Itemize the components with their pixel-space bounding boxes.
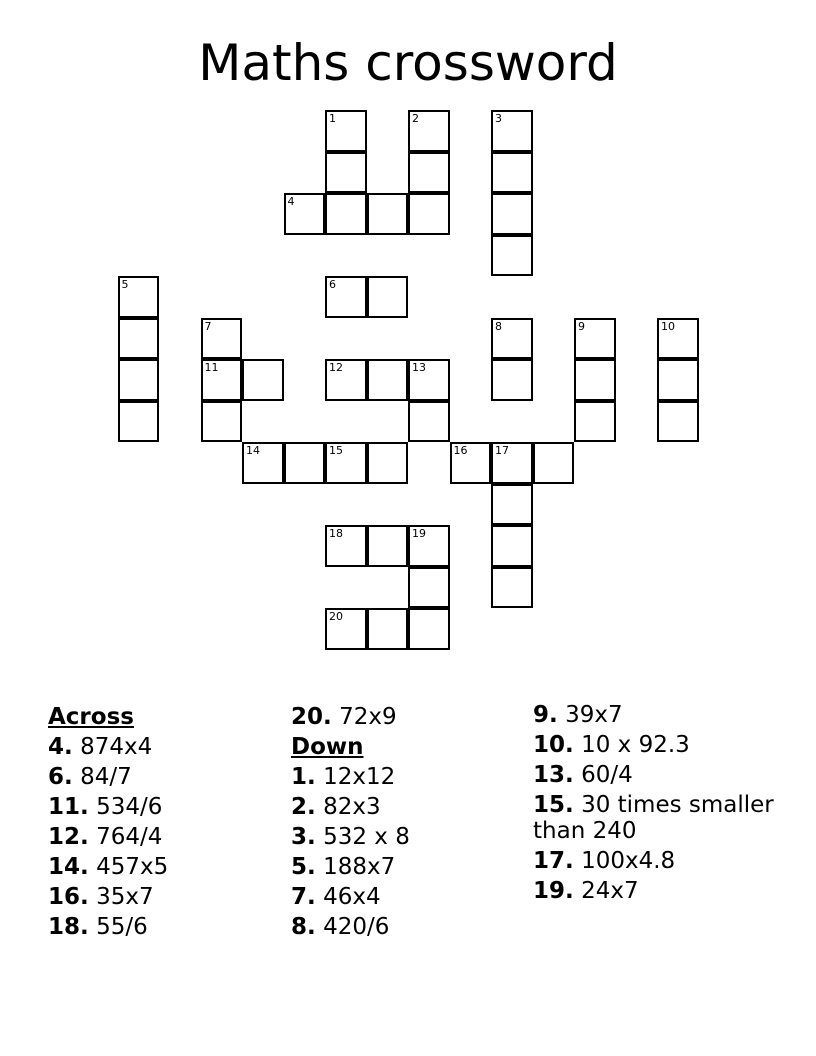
clue-item <box>533 702 793 728</box>
clue-item <box>533 762 793 788</box>
crossword-cell[interactable] <box>367 525 409 567</box>
crossword-cell[interactable] <box>284 193 326 235</box>
clue-item-number: 19. <box>533 878 574 904</box>
crossword-cell[interactable] <box>450 442 492 484</box>
crossword-cell[interactable] <box>242 442 284 484</box>
clue-item <box>291 702 521 732</box>
clue-item <box>48 732 278 762</box>
across-clue-list-continued <box>291 702 521 732</box>
crossword-cell[interactable] <box>574 318 616 360</box>
clue-item-text: 532 x 8 <box>323 824 410 850</box>
clue-item <box>533 792 793 844</box>
crossword-cell[interactable] <box>325 276 367 318</box>
clue-item-number: 1. <box>291 764 316 790</box>
clue-number: 15 <box>329 444 343 457</box>
crossword-cell[interactable] <box>408 110 450 152</box>
clue-number: 2 <box>412 112 419 125</box>
crossword-cell[interactable] <box>408 567 450 609</box>
clue-number: 20 <box>329 610 343 623</box>
clue-item-text: 420/6 <box>323 914 390 940</box>
crossword-cell[interactable] <box>491 567 533 609</box>
clues-column-1 <box>48 702 278 942</box>
crossword-cell[interactable] <box>367 359 409 401</box>
clue-item <box>291 822 521 852</box>
clue-number: 16 <box>453 444 468 457</box>
crossword-cell[interactable] <box>284 442 326 484</box>
clue-item-number: 20. <box>291 704 332 730</box>
clue-number: 12 <box>329 361 343 374</box>
clue-item-text: 35x7 <box>96 884 154 910</box>
clue-item <box>533 848 793 874</box>
crossword-cell[interactable] <box>325 152 367 194</box>
clue-number: 19 <box>412 527 426 540</box>
clue-item <box>48 762 278 792</box>
crossword-cell[interactable] <box>201 318 243 360</box>
clue-item-number: 9. <box>533 702 558 728</box>
crossword-cell[interactable] <box>201 359 243 401</box>
crossword-cell[interactable] <box>491 442 533 484</box>
clue-number: 8 <box>495 319 502 333</box>
crossword-cell[interactable] <box>325 359 367 401</box>
clue-item <box>533 878 793 904</box>
crossword-cell[interactable] <box>533 442 575 484</box>
crossword-cell[interactable] <box>408 152 450 194</box>
clue-item-text: 39x7 <box>565 702 623 728</box>
clue-item-number: 13. <box>533 762 574 788</box>
clue-number: 4 <box>287 195 295 208</box>
crossword-cell[interactable] <box>491 152 533 194</box>
clue-item-number: 4. <box>48 734 73 760</box>
crossword-cell[interactable] <box>491 110 533 152</box>
down-clue-list <box>291 762 521 942</box>
clue-item-text: 457x5 <box>96 854 169 880</box>
crossword-cell[interactable] <box>574 401 616 443</box>
crossword-cell[interactable] <box>491 525 533 567</box>
clue-item <box>291 882 521 912</box>
clue-item-text: 874x4 <box>80 734 153 760</box>
crossword-cell[interactable] <box>367 442 409 484</box>
clue-item-number: 5. <box>291 854 316 880</box>
crossword-cell[interactable] <box>242 359 284 401</box>
crossword-cell[interactable] <box>491 318 533 360</box>
crossword-cell[interactable] <box>408 193 450 235</box>
clue-item-text: 82x3 <box>323 794 381 820</box>
clue-item-text: 100x4.8 <box>581 848 676 874</box>
clue-number: 17 <box>495 444 509 457</box>
clue-item <box>291 792 521 822</box>
clue-item-number: 8. <box>291 914 316 940</box>
clue-number: 14 <box>246 444 260 457</box>
crossword-cell[interactable] <box>491 235 533 277</box>
clue-number: 3 <box>495 112 502 125</box>
crossword-cell[interactable] <box>118 276 160 318</box>
clue-item-text: 55/6 <box>96 914 148 940</box>
clue-item-number: 18. <box>48 914 89 940</box>
crossword-cell[interactable] <box>657 318 699 360</box>
crossword-cell[interactable] <box>367 276 409 318</box>
crossword-cell[interactable] <box>491 359 533 401</box>
clue-item-number: 12. <box>48 824 89 850</box>
clue-item-text: 10 x 92.3 <box>581 732 690 758</box>
crossword-cell[interactable] <box>367 193 409 235</box>
crossword-cell[interactable] <box>325 525 367 567</box>
crossword-cell[interactable] <box>367 608 409 650</box>
clue-number: 10 <box>661 319 675 333</box>
clue-number: 6 <box>329 278 336 291</box>
crossword-cell[interactable] <box>118 401 160 443</box>
clue-item <box>48 882 278 912</box>
crossword-cell[interactable] <box>325 110 367 152</box>
clue-item-text: 84/7 <box>80 764 132 790</box>
clue-number: 18 <box>329 527 343 540</box>
crossword-cell[interactable] <box>325 193 367 235</box>
clue-item-number: 16. <box>48 884 89 910</box>
crossword-cell[interactable] <box>574 359 616 401</box>
clue-item-text: 24x7 <box>581 878 639 904</box>
clue-item-text: 764/4 <box>96 824 163 850</box>
clue-item-number: 10. <box>533 732 574 758</box>
clue-item-text: 72x9 <box>339 704 397 730</box>
across-heading: Across <box>48 704 134 730</box>
crossword-cell[interactable] <box>491 193 533 235</box>
clue-item-text: 60/4 <box>581 762 633 788</box>
down-clue-list-continued <box>533 702 793 904</box>
across-clue-list <box>48 732 278 942</box>
crossword-cell[interactable] <box>325 442 367 484</box>
clues-column-3 <box>533 702 793 908</box>
clue-item-text: 30 times smaller than 240 <box>533 792 774 844</box>
clue-item-number: 7. <box>291 884 316 910</box>
crossword-cell[interactable] <box>657 401 699 443</box>
clue-item <box>291 852 521 882</box>
crossword-cell[interactable] <box>491 484 533 526</box>
crossword-cell[interactable] <box>408 608 450 650</box>
down-heading: Down <box>291 734 364 760</box>
crossword-cell[interactable] <box>118 318 160 360</box>
clue-number: 9 <box>578 319 585 333</box>
clue-item-text: 188x7 <box>323 854 396 880</box>
crossword-cell[interactable] <box>118 359 160 401</box>
clue-item <box>48 852 278 882</box>
clue-number: 1 <box>329 112 336 125</box>
clue-item-number: 11. <box>48 794 89 820</box>
clue-item <box>48 822 278 852</box>
crossword-cell[interactable] <box>408 525 450 567</box>
clue-item-number: 15. <box>533 792 574 818</box>
clue-item-number: 2. <box>291 794 316 820</box>
crossword-cell[interactable] <box>657 359 699 401</box>
clue-item-number: 6. <box>48 764 73 790</box>
clue-item-number: 17. <box>533 848 574 874</box>
clue-item <box>48 912 278 942</box>
clue-item-text: 46x4 <box>323 884 381 910</box>
crossword-cell[interactable] <box>201 401 243 443</box>
clue-item <box>533 732 793 758</box>
clue-item-number: 3. <box>291 824 316 850</box>
clue-item <box>291 762 521 792</box>
crossword-cell[interactable] <box>408 401 450 443</box>
clues-column-2 <box>291 702 521 942</box>
clue-number: 5 <box>121 278 129 291</box>
crossword-cell[interactable] <box>325 608 367 650</box>
page-title: Maths crossword <box>198 34 618 92</box>
clue-number: 13 <box>412 361 426 374</box>
clue-number: 11 <box>204 361 219 374</box>
clue-item-text: 534/6 <box>96 794 163 820</box>
clue-item <box>48 792 278 822</box>
clue-item-text: 12x12 <box>323 764 396 790</box>
clue-item <box>291 912 521 942</box>
clue-number: 7 <box>204 319 212 333</box>
crossword-cell[interactable] <box>408 359 450 401</box>
clue-item-number: 14. <box>48 854 89 880</box>
